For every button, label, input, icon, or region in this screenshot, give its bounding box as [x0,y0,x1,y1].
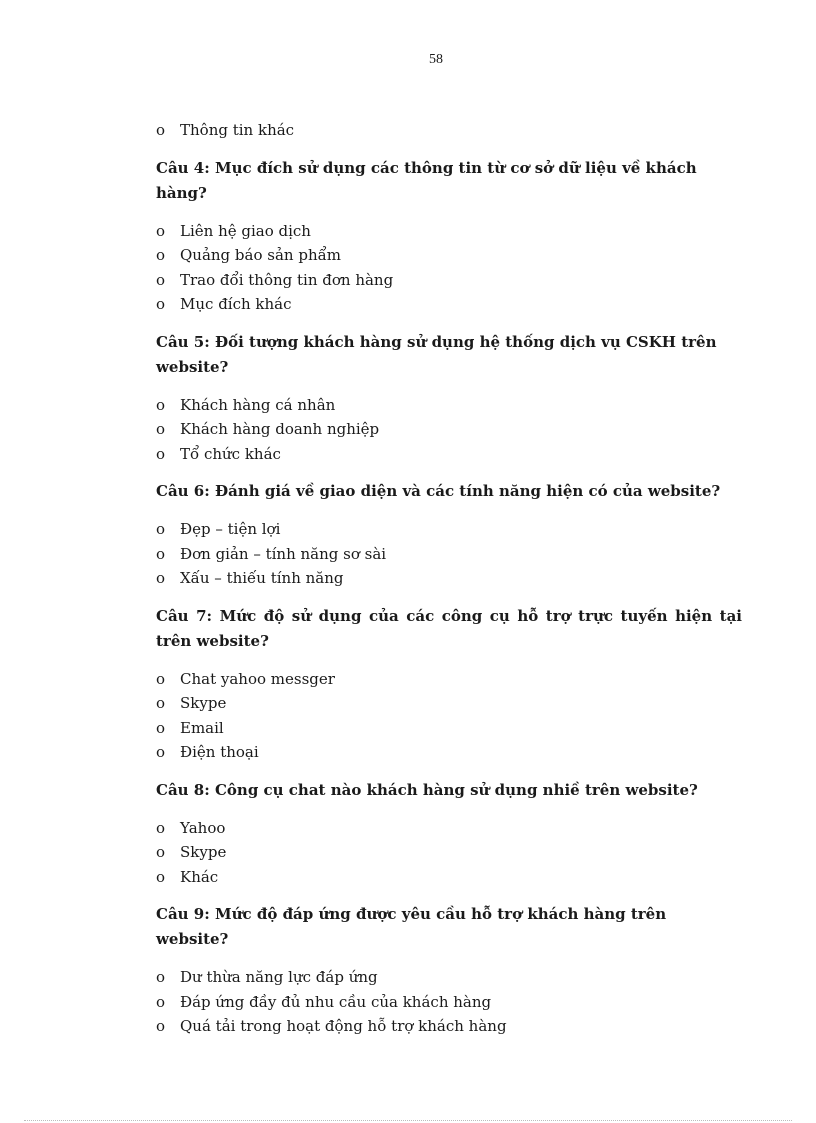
option-item [156,417,742,442]
option-item [156,393,742,418]
option-label: Dư thừa năng lực đáp ứng [180,968,378,986]
option-item [156,865,742,890]
option-item [156,965,742,990]
bullet-icon: o [156,544,166,563]
bullet-icon: o [156,743,166,761]
questionnaire [156,118,742,1039]
bullet-icon: o [156,221,166,240]
option-label: Tổ chức khác [180,444,281,463]
option-label: Skype [180,694,227,712]
option-item [156,990,742,1015]
bullet-icon: o [156,669,166,688]
bullet-icon: o [156,718,166,737]
question-5: Câu 5: Đối tượng khách hàng sử dụng hệ thống dịch vụ CSKH trên website? [156,332,717,376]
question-9: Câu 9: Mức độ đáp ứng được yêu cầu hỗ trợ khách hàng trên website? [156,905,667,948]
option-item [156,816,742,841]
option-item [156,442,742,467]
bullet-icon: o [156,395,166,414]
option-item [156,691,742,716]
bullet-icon: o [156,992,166,1011]
option-item [156,566,742,591]
option-item [156,268,742,293]
option-label: Email [180,718,224,737]
bullet-icon: o [156,569,166,587]
bullet-icon: o [156,121,166,139]
bullet-icon: o [156,843,166,861]
option-label: Quảng báo sản phẩm [180,246,342,264]
option-item [156,716,742,741]
question-4: Câu 4: Mục đích sử dụng các thông tin từ cơ sở dữ liệu về khách hàng? [156,158,697,202]
option-label: Khách hàng doanh nghiệp [180,420,380,438]
question-7: Câu 7: Mức độ sử dụng của các công cụ hỗ trợ trực tuyến hiện tại trên website? [156,606,742,650]
option-label: Yahoo [180,818,226,837]
bullet-icon: o [156,520,166,538]
question-8: Câu 8: Công cụ chat nào khách hàng sử dụng nhiề trên website? [156,780,698,799]
option-label: Đẹp – tiện lợi [180,520,281,538]
bullet-icon: o [156,420,166,438]
option-item [156,219,742,244]
bullet-icon: o [156,818,166,837]
option-label: Quá tải trong hoạt động hỗ trợ khách hàng [180,1017,507,1035]
page-number: 58 [429,52,443,67]
page-bottom-divider [24,1120,792,1121]
option-label: Mục đích khác [180,295,292,313]
option-label: Trao đổi thông tin đơn hàng [180,270,394,289]
option-label: Đơn giản – tính năng sơ sài [180,544,387,563]
option-item [156,740,742,765]
option-item [156,292,742,317]
option-item [156,542,742,567]
option-label: Khách hàng cá nhân [180,395,336,414]
option-label: Khác [180,867,219,886]
option-item [156,667,742,692]
option-label: Đáp ứng đầy đủ nhu cầu của khách hàng [180,992,492,1011]
bullet-icon: o [156,295,166,313]
option-item [156,1014,742,1039]
option-label: Skype [180,843,227,861]
option-item [156,517,742,542]
bullet-icon: o [156,246,166,264]
option-label: Thông tin khác [180,121,295,139]
option-item [156,118,742,143]
bullet-icon: o [156,1017,166,1035]
question-6: Câu 6: Đánh giá về giao diện và các tính năng hiện có của website? [156,482,721,500]
option-label: Liên hệ giao dịch [180,221,311,240]
bullet-icon: o [156,444,166,463]
option-item [156,243,742,268]
bullet-icon: o [156,694,166,712]
option-label: Điện thoại [180,743,259,761]
option-label: Xấu – thiếu tính năng [180,569,344,587]
bullet-icon: o [156,270,166,289]
bullet-icon: o [156,968,166,986]
bullet-icon: o [156,867,166,886]
option-label: Chat yahoo messger [180,669,335,688]
option-item [156,840,742,865]
